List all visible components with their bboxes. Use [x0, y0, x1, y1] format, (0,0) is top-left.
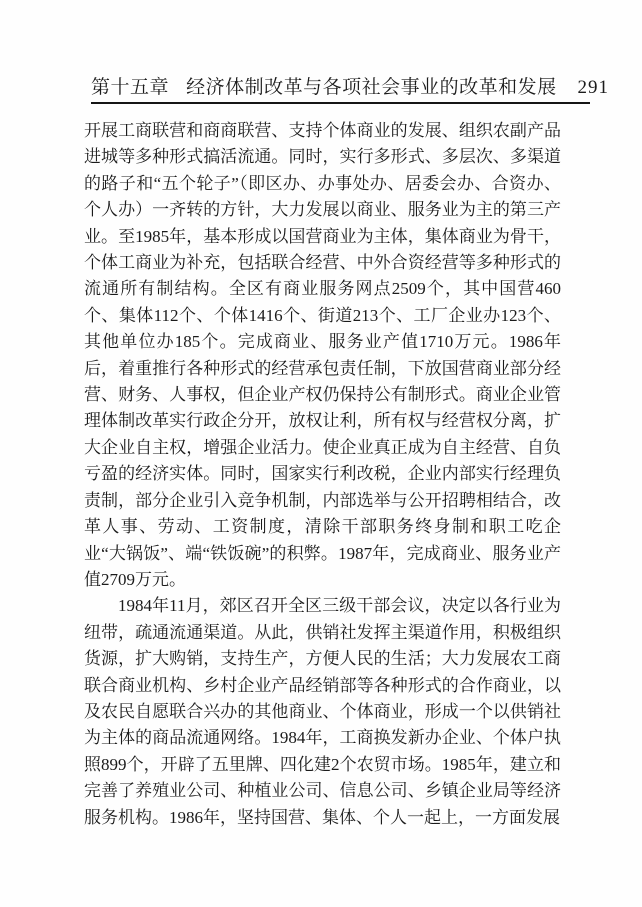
chapter-label: 第十五章: [91, 77, 170, 98]
page-number: 291: [577, 77, 610, 98]
running-head: [91, 77, 610, 104]
paragraph-continuation: 开展工商联营和商商联营、支持个体商业的发展、组织农副产品进城等多种形式搞活流通。同时，实行多形式、多层次、多渠道的路子和“五个轮子”（即区办、办事处办、居委会办、合资办、个人办）一齐转的方针，大力发展以商业、服务业为主的第三产业。至1985年，基本形成以国营商业为主体，集体商业为骨干，个体工商业为补充，包括联合经营、中外合资经营等多种形式的流通所有制结构。全区有商业服务网点2509个，其中国营460个、集体112个、个体1416个、街道213个、工厂企业办123个、其他单位办185个。完成商业、服务业产值1710万元。1986年后，着重推行各种形式的经营承包责任制，下放国营商业部分经营、财务、人事权，但企业产权仍保持公有制形式。商业企业管理体制改革实行政企分开，放权让利，所有权与经营权分离，扩大企业自主权，增强企业活力。使企业真正成为自主经营、自负亏盈的经济实体。同时，国家实行利改税，企业内部实行经理负责制，部分企业引入竞争机制，内部选举与公开招聘相结合，改革人事、劳动、工资制度，清除干部职务终身制和职工吃企业“大锅饭”、端“铁饭碗”的积弊。1987年，完成商业、服务业产值2709万元。: [84, 121, 561, 589]
chapter-title: 经济体制改革与各项社会事业的改革和发展: [186, 77, 557, 98]
page-body: [84, 118, 561, 831]
paragraph: 1984年11月，郊区召开全区三级干部会议，决定以各行业为纽带，疏通流通渠道。从此，供销社发挥主渠道作用，积极组织货源，扩大购销，支持生产，方便人民的生活；大力发展农工商联合商业机构、乡村企业产品经销部等各种形式的合作商业，以及农民自愿联合兴办的其他商业、个体商业，形成一个以供销社为主体的商品流通网络。1984年，工商换发新办企业、个体户执照899个，开辟了五里牌、四化建2个农贸市场。1985年，建立和完善了养殖业公司、种植业公司、信息公司、乡镇企业局等经济服务机构。1986年，坚持国营、集体、个人一起上，一方面发展: [84, 596, 561, 827]
